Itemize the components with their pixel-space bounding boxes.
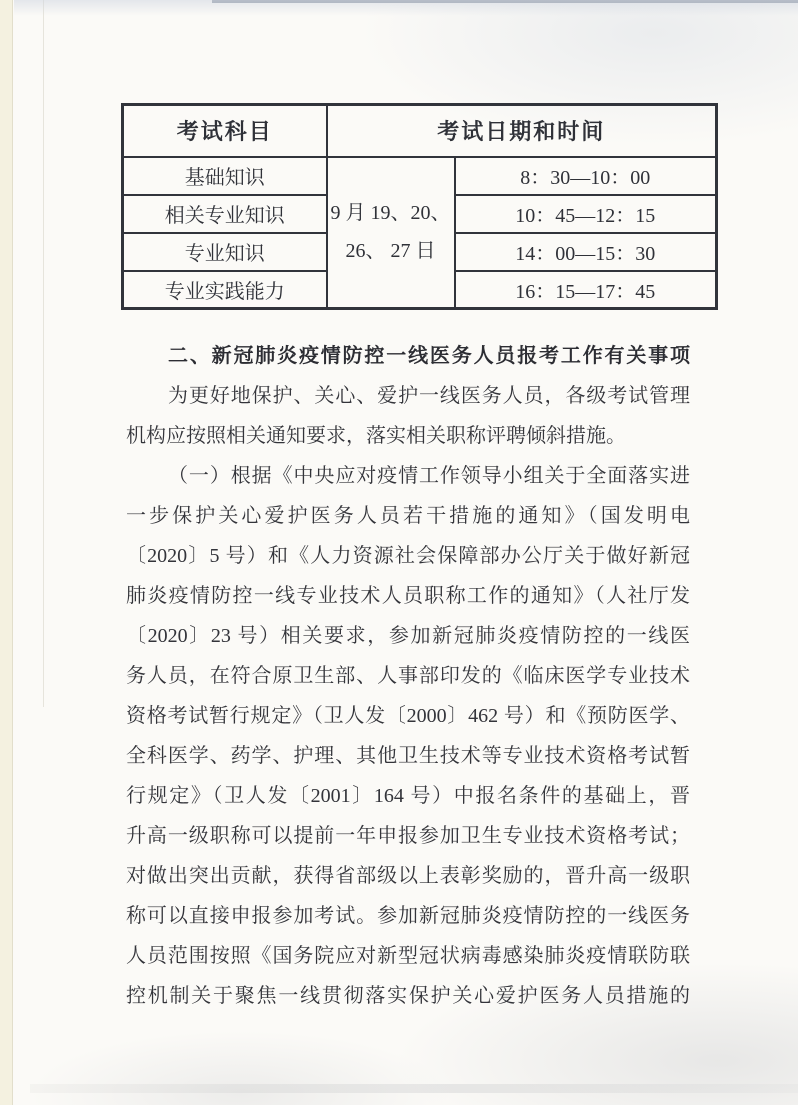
text-line: 〔2020〕23 号）相关要求，参加新冠肺炎疫情防控的一线医 [126,625,690,647]
exam-dates-cell [327,157,455,309]
exam-dates-line: 26、 27 日 [345,240,436,263]
text-line: 称可以直接申报参加考试。参加新冠肺炎疫情防控的一线医务 [126,905,690,927]
section-heading: 二、新冠肺炎疫情防控一线医务人员报考工作有关事项 [168,345,690,367]
datetime-column-header: 考试日期和时间 [327,105,717,157]
text-line: 机构应按照相关通知要求，落实相关职称评聘倾斜措施。 [126,425,626,447]
text-line: （一）根据《中央应对疫情工作领导小组关于全面落实进 [168,465,690,487]
subject-column-header: 考试科目 [123,105,327,157]
text-line: 全科医学、药学、护理、其他卫生技术等专业技术资格考试暂 [126,745,690,767]
text-line: 控机制关于聚焦一线贯彻落实保护关心爱护医务人员措施的 [126,985,690,1007]
time-cell: 16：15—17：45 [455,271,717,309]
text-line: 〔2020〕5 号）和《人力资源社会保障部办公厅关于做好新冠 [126,545,690,567]
subject-cell: 基础知识 [123,157,327,195]
exam-schedule-table [121,103,718,310]
paper-left-edge [0,0,13,1105]
text-line: 行规定》（卫人发〔2001〕164 号）中报名条件的基础上，晋 [126,785,690,807]
text-line: 人员范围按照《国务院应对新型冠状病毒感染肺炎疫情联防联 [126,945,690,967]
table-header-row [123,105,717,157]
scan-artifact-bottom-streak [30,1084,798,1093]
document-body [126,336,690,1016]
text-line: 升高一级职称可以提前一年申报参加卫生专业技术资格考试； [126,825,690,847]
text-line: 对做出突出贡献，获得省部级以上表彰奖励的，晋升高一级职 [126,865,690,887]
table-row [123,157,717,195]
subject-cell: 相关专业知识 [123,195,327,233]
text-line: 为更好地保护、关心、爱护一线医务人员，各级考试管理 [168,385,690,407]
paper-fold-line [43,0,44,707]
subject-cell: 专业知识 [123,233,327,271]
text-line: 务人员，在符合原卫生部、人事部印发的《临床医学专业技术 [126,665,690,687]
text-line: 一步保护关心爱护医务人员若干措施的通知》（国发明电 [126,505,690,527]
exam-dates-line: 9 月 19、20、 [330,202,451,225]
text-line: 资格考试暂行规定》（卫人发〔2000〕462 号）和《预防医学、 [126,705,690,727]
scan-artifact-top-wash [14,0,798,16]
text-line: 肺炎疫情防控一线专业技术人员职称工作的通知》（人社厅发 [126,585,690,607]
subject-cell: 专业实践能力 [123,271,327,309]
time-cell: 10：45—12：15 [455,195,717,233]
time-cell: 14：00—15：30 [455,233,717,271]
time-cell: 8：30—10：00 [455,157,717,195]
